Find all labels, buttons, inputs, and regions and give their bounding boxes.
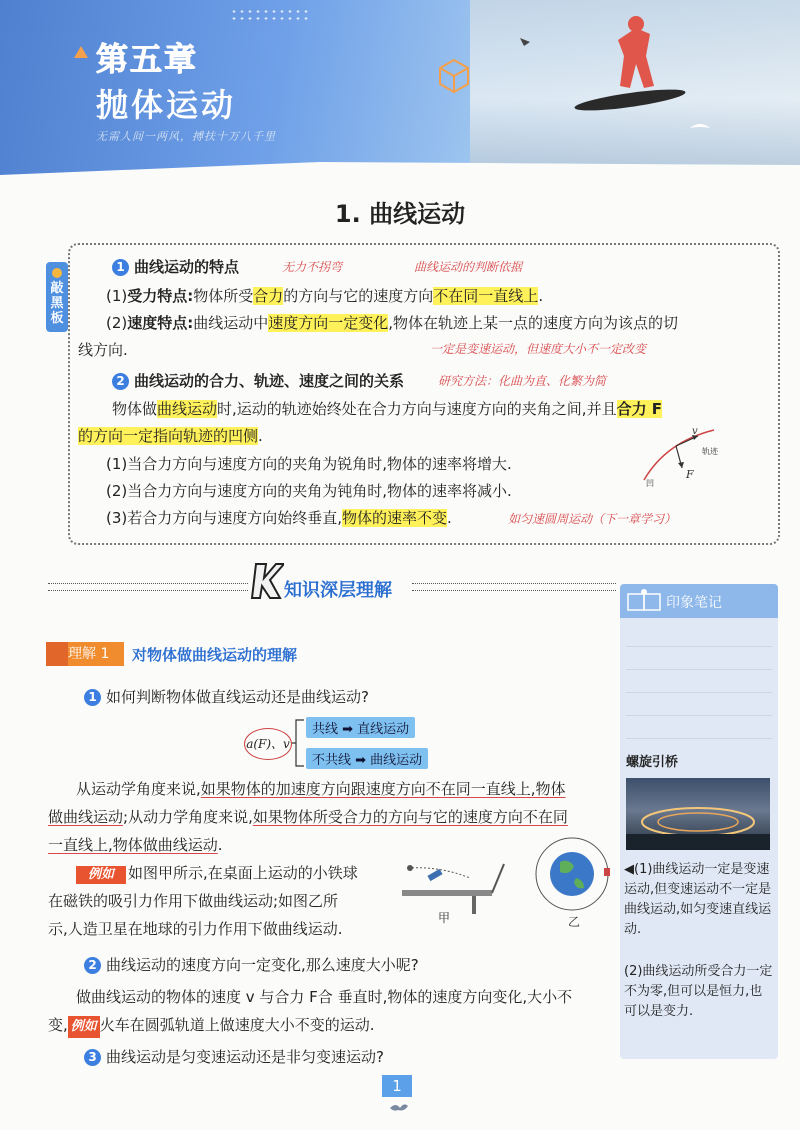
relation-line2: 的方向一定指向轨迹的凹侧. bbox=[78, 427, 263, 445]
point1-heading bbox=[112, 256, 239, 278]
chapter-number: 第五章 bbox=[96, 40, 199, 78]
diagram-brace bbox=[292, 716, 306, 770]
chapter-title: 抛体运动 bbox=[96, 86, 237, 124]
velocity-feature-line: (2)速度特点:曲线运动中速度方向一定变化,物体在轨迹上某一点的速度方向为该点的切 bbox=[106, 314, 679, 332]
highlight-velocity-changes: 速度方向一定变化 bbox=[268, 314, 389, 332]
photo-caption: 螺旋引桥 bbox=[626, 755, 679, 770]
bulb-icon bbox=[52, 268, 62, 278]
velocity-feature-line2: 线方向. bbox=[78, 341, 128, 359]
fig-F-label: F bbox=[686, 468, 694, 481]
q1-number: 1 bbox=[84, 689, 101, 706]
para1-line3: 一直线上,物体做曲线运动. bbox=[48, 836, 223, 854]
case-obtuse: (2)当合力方向与速度方向的夹角为钝角时,物体的速率将减小. bbox=[106, 482, 512, 500]
notebook-icon bbox=[624, 588, 664, 614]
book-icon bbox=[46, 642, 68, 666]
fig-track-label: 轨迹 bbox=[702, 447, 718, 456]
example-line3: 示,人造卫星在地球的引力作用下做曲线运动. bbox=[48, 920, 343, 938]
relation-line1: 物体做曲线运动时,运动的轨迹始终处在合力方向与速度方向的夹角之间,并且合力 F bbox=[112, 400, 663, 418]
chapter-motto: 无需人间一两风，搏扶十万八千里 bbox=[96, 130, 276, 143]
example-tag: 例如 bbox=[76, 866, 126, 884]
note-no-force: 无力不拐弯 bbox=[282, 260, 343, 274]
para1-line2: 做曲线运动;从动力学角度来说,如果物体所受合力的方向与它的速度方向不在同 bbox=[48, 808, 568, 826]
question-3: 3 曲线运动是匀变速运动还是非匀变速运动? bbox=[84, 1046, 384, 1068]
case-acute: (1)当合力方向与速度方向的夹角为锐角时,物体的速率将增大. bbox=[106, 455, 512, 473]
fig-yi-label: 乙 bbox=[568, 915, 581, 929]
point2-title: 曲线运动的合力、轨迹、速度之间的关系 bbox=[134, 372, 405, 390]
note-circular: 如匀速圆周运动（下一章学习） bbox=[508, 512, 677, 526]
point1-number: 1 bbox=[112, 259, 129, 276]
section-divider-left bbox=[48, 583, 248, 591]
diagram-non-collinear: 不共线 ➡ 曲线运动 bbox=[306, 748, 428, 769]
highlight-not-same-line: 不在同一直线上 bbox=[433, 287, 539, 305]
highlight-speed-unchanged: 物体的速率不变 bbox=[342, 509, 448, 527]
example-line1: 如图甲所示,在桌面上运动的小铁球 bbox=[128, 864, 358, 882]
notes-sidebar-title: 印象笔记 bbox=[666, 595, 722, 611]
highlight-concave-side: 的方向一定指向轨迹的凹侧 bbox=[78, 427, 259, 445]
highlight-force-F: 合力 F bbox=[616, 400, 663, 418]
example-tag-2: 例如 bbox=[68, 1016, 100, 1038]
diagram-collinear: 共线 ➡ 直线运动 bbox=[306, 717, 415, 738]
key-points-tab-label: 敲黑板 bbox=[50, 281, 64, 326]
trajectory-figure bbox=[636, 422, 726, 492]
k-logo-icon bbox=[250, 558, 284, 602]
note-judge: 曲线运动的判断依据 bbox=[414, 260, 523, 274]
lesson-title: 1. 曲线运动 bbox=[334, 200, 466, 228]
q2-number: 2 bbox=[84, 957, 101, 974]
q3-number: 3 bbox=[84, 1049, 101, 1066]
question-2: 2 曲线运动的速度方向一定变化,那么速度大小呢? bbox=[84, 954, 419, 976]
highlight-curve-motion: 曲线运动 bbox=[157, 400, 218, 418]
highlight-resultant-force: 合力 bbox=[253, 287, 284, 305]
point2-number: 2 bbox=[112, 373, 129, 390]
fig-concave-label: 凹 bbox=[646, 479, 654, 488]
case-perpendicular: (3)若合力方向与速度方向始终垂直,物体的速率不变. bbox=[106, 509, 452, 527]
section-title: 知识深层理解 bbox=[284, 580, 392, 601]
note-method: 研究方法：化曲为直、化繁为简 bbox=[438, 374, 607, 388]
example-line2: 在磁铁的吸引力作用下做曲线运动;如图乙所 bbox=[48, 892, 339, 910]
fig-v-label: v bbox=[692, 426, 698, 437]
page-number: 1 bbox=[382, 1075, 412, 1097]
fig-jia-label: 甲 bbox=[438, 911, 451, 925]
bridge-photo bbox=[626, 778, 770, 850]
para2-line2: 变, 例如 火车在圆弧轨道上做速度大小不变的运动. bbox=[48, 1014, 375, 1038]
section-divider-right bbox=[412, 583, 616, 591]
figure-jia-table bbox=[400, 858, 510, 928]
sidebar-note-1: ◀(1)曲线运动一定是变速运动,但变速运动不一定是曲线运动,如匀变速直线运动. bbox=[624, 862, 772, 937]
bird-icon bbox=[388, 1100, 410, 1114]
notes-ruled-area bbox=[626, 624, 772, 754]
point2-heading bbox=[112, 370, 404, 392]
sidebar-note-2: (2)曲线运动所受合力一定不为零,但可以是恒力,也可以是变力. bbox=[624, 964, 773, 1019]
diagram-a-v: a(F)、v bbox=[244, 728, 292, 760]
force-feature-line: (1)受力特点:物体所受合力的方向与它的速度方向不在同一直线上. bbox=[106, 287, 544, 305]
para2-line1: 做曲线运动的物体的速度 v 与合力 F合 垂直时,物体的速度方向变化,大小不 bbox=[76, 988, 573, 1006]
question-1: 1 如何判断物体做直线运动还是曲线运动? bbox=[84, 686, 369, 708]
snowboarder-figure bbox=[574, 16, 687, 115]
chapter-triangle-icon bbox=[74, 46, 88, 58]
para1-line1: 从运动学角度来说,如果物体的加速度方向跟速度方向不在同一直线上,物体 bbox=[76, 780, 566, 798]
understanding-title: 对物体做曲线运动的理解 bbox=[132, 646, 298, 664]
note-variable-speed: 一定是变速运动，但速度大小不一定改变 bbox=[430, 342, 647, 356]
cube-icon bbox=[440, 60, 468, 92]
figure-yi-satellite bbox=[530, 832, 614, 932]
understanding-label: 理解 1 bbox=[48, 642, 124, 666]
point1-title: 曲线运动的特点 bbox=[134, 258, 240, 276]
key-points-tab bbox=[46, 262, 68, 332]
